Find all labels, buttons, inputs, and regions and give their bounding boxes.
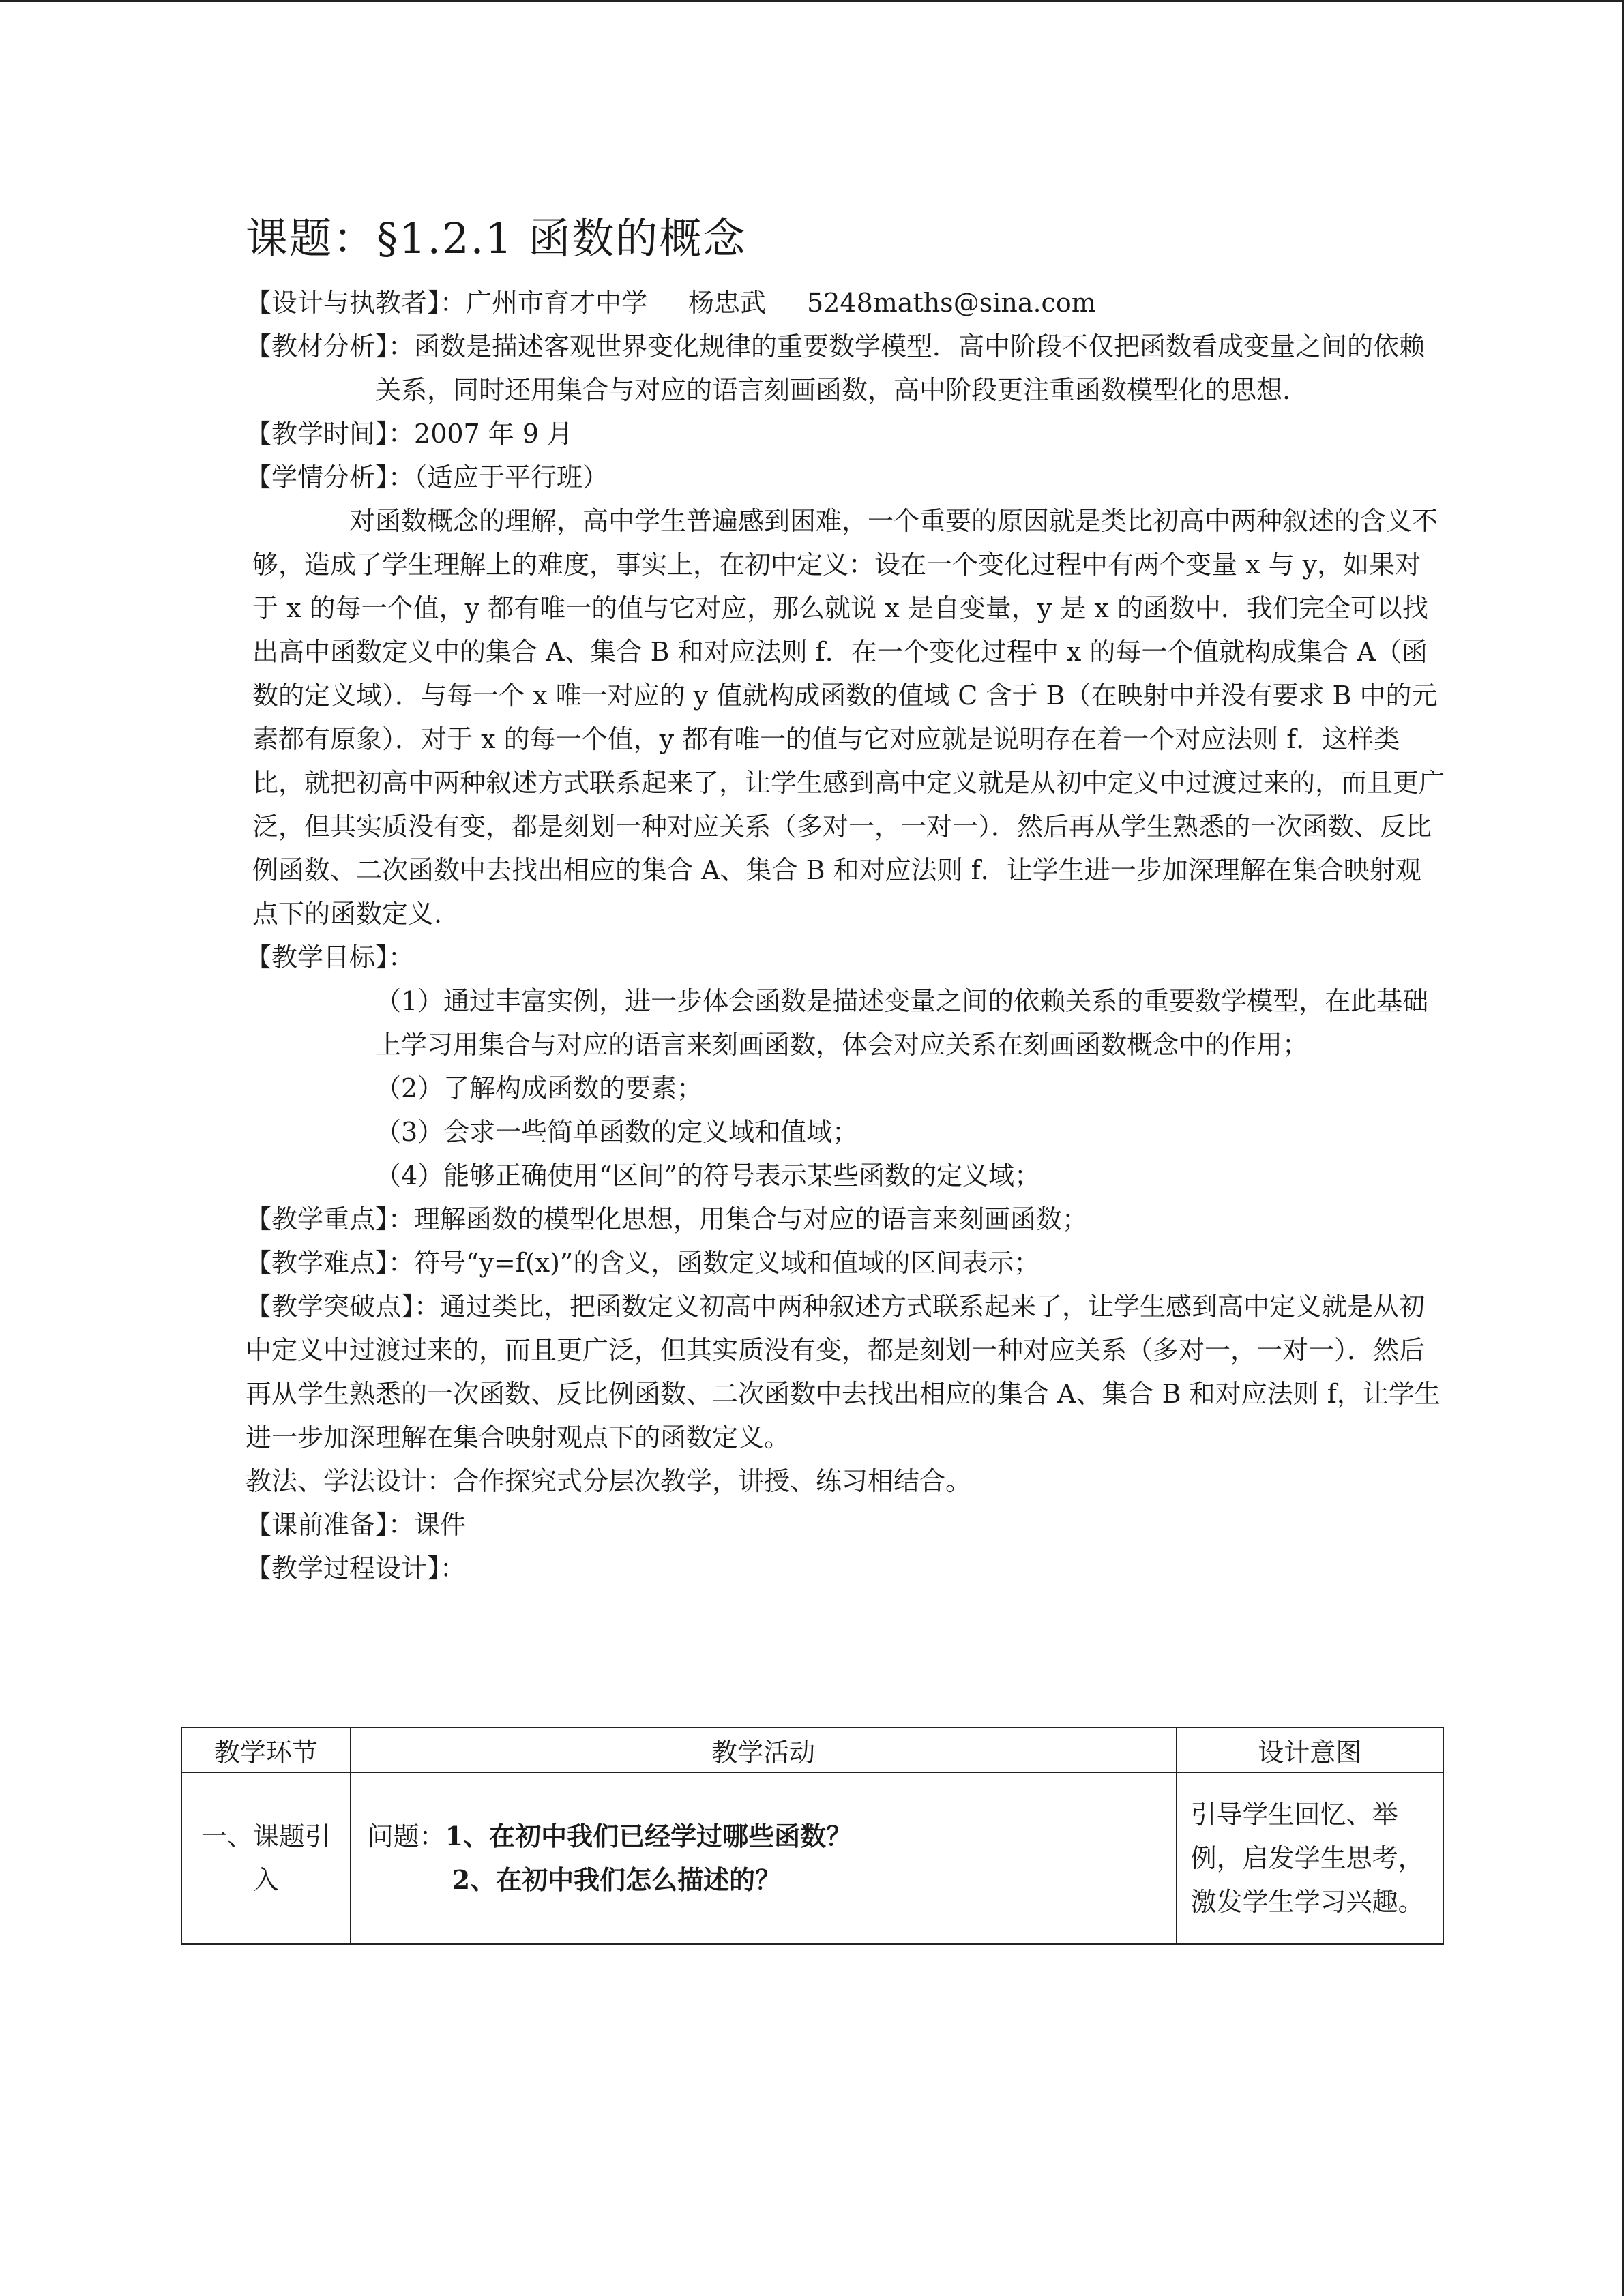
teaching-time-label: 【教学时间】： (246, 419, 415, 449)
stage-cell: 一、课题引入 (181, 1772, 351, 1944)
teaching-time-value: 2007 年 9 月 (414, 419, 574, 449)
question-line-2 (368, 1858, 1160, 1902)
question-line-1 (368, 1815, 1160, 1858)
question-prefix: 问题： (367, 1821, 445, 1851)
breakthrough (246, 1285, 1446, 1459)
goal-item: （3）会求一些简单函数的定义域和值域； (375, 1117, 859, 1147)
table-row (181, 1772, 1443, 1944)
goal-item: （4）能够正确使用“区间”的符号表示某些函数的定义域； (375, 1161, 1041, 1191)
intent-cell: 引导学生回忆、举例，启发学生思考，激发学生学习兴趣。 (1177, 1772, 1443, 1944)
document-body (246, 205, 1446, 1590)
activity-cell (351, 1772, 1177, 1944)
preparation (246, 1503, 1446, 1547)
process-design-label: 【教学过程设计】： (246, 1553, 467, 1583)
student-analysis-note: （适应于平行班） (414, 462, 609, 492)
key-points-label: 【教学重点】： (246, 1204, 415, 1234)
designer-label: 【设计与执教者】： (246, 288, 467, 318)
table-header-row (181, 1727, 1443, 1772)
header-stage: 教学环节 (181, 1727, 351, 1772)
teaching-time (246, 412, 1446, 456)
designer-email: 5248maths@sina.com (807, 288, 1096, 318)
page-title: 课题：§1.2.1 函数的概念 (246, 213, 747, 263)
key-points (246, 1197, 1446, 1241)
textbook-analysis-label: 【教材分析】： (246, 331, 415, 361)
student-analysis-heading (246, 456, 1446, 499)
goal-item: （2）了解构成函数的要素； (375, 1073, 703, 1103)
process-table (181, 1727, 1444, 1945)
designer-school: 广州市育才中学 (466, 288, 648, 318)
difficulties-text: 符号“y=f(x)”的含义，函数定义域和值域的区间表示； (414, 1248, 1040, 1278)
preparation-label: 【课前准备】： (246, 1510, 415, 1540)
textbook-analysis (246, 325, 1446, 412)
header-activity: 教学活动 (351, 1727, 1177, 1772)
teaching-goals-label: 【教学目标】： (246, 942, 415, 972)
difficulties (246, 1241, 1446, 1285)
question-2: 2、在初中我们怎么描述的？ (452, 1864, 782, 1895)
goal-item: （1）通过丰富实例，进一步体会函数是描述变量之间的依赖关系的重要数学模型，在此基础上学习用集合与对应的语言来刻画函数，体会对应关系在刻画函数概念中的作用； (375, 986, 1429, 1060)
student-analysis-label: 【学情分析】： (246, 462, 415, 492)
method-line: 教法、学法设计：合作探究式分层次教学，讲授、练习相结合。 (246, 1466, 972, 1496)
textbook-analysis-text: 函数是描述客观世界变化规律的重要数学模型．高中阶段不仅把函数看成变量之间的依赖关系，同时还用集合与对应的语言刻画函数，高中阶段更注重函数模型化的思想. (375, 331, 1426, 405)
breakthrough-label: 【教学突破点】： (246, 1292, 441, 1322)
difficulties-label: 【教学难点】： (246, 1248, 415, 1278)
question-1: 1、在初中我们已经学过哪些函数？ (445, 1821, 853, 1851)
key-points-text: 理解函数的模型化思想，用集合与对应的语言来刻画函数； (414, 1204, 1089, 1234)
teaching-goals-list (246, 979, 1446, 1197)
preparation-value: 课件 (414, 1510, 467, 1540)
header-intent: 设计意图 (1177, 1727, 1443, 1772)
designer-teacher: 杨忠武 (688, 288, 767, 318)
breakthrough-text: 通过类比，把函数定义初高中两种叙述方式联系起来了，让学生感到高中定义就是从初中定义中过渡过来的，而且更广泛，但其实质没有变，都是刻划一种对应关系（多对一，一对一）．然后再从学生熟悉的一次函数、反比例函数、二次函数中去找出相应的集合 A、集合 B 和对应法则 f，让学生进一步加深理解在集合映射观点下的函数定义。 (246, 1292, 1441, 1452)
designer-line (246, 281, 1446, 325)
student-analysis-text: 对函数概念的理解，高中学生普遍感到困难，一个重要的原因就是类比初高中两种叙述的含义不够，造成了学生理解上的难度，事实上，在初中定义：设在一个变化过程中有两个变量 x 与 y，如果对于 x 的每一个值，y 都有唯一的值与它对应，那么就说 x 是自变量，y 是 x 的函数中．我们完全可以找出高中函数定义中的集合 A、集合 B 和对应法则 f．在一个变化过程中 x 的每一个值就构成集合 A（函数的定义域）．与每一个 x 唯一对应的 y 值就构成函数的值域 C 含于 B（在映射中并没有要求 B 中的元素都有原象）．对于 x 的每一个值，y 都有唯一的值与它对应就是说明存在着一个对应法则 f．这样类比，就把初高中两种叙述方式联系起来了，让学生感到高中定义就是从初中定义中过渡过来的，而且更广泛，但其实质没有变，都是刻划一种对应关系（多对一，一对一）．然后再从学生熟悉的一次函数、反比例函数、二次函数中去找出相应的集合 A、集合 B 和对应法则 f．让学生进一步加深理解在集合映射观点下的函数定义. (252, 506, 1445, 929)
